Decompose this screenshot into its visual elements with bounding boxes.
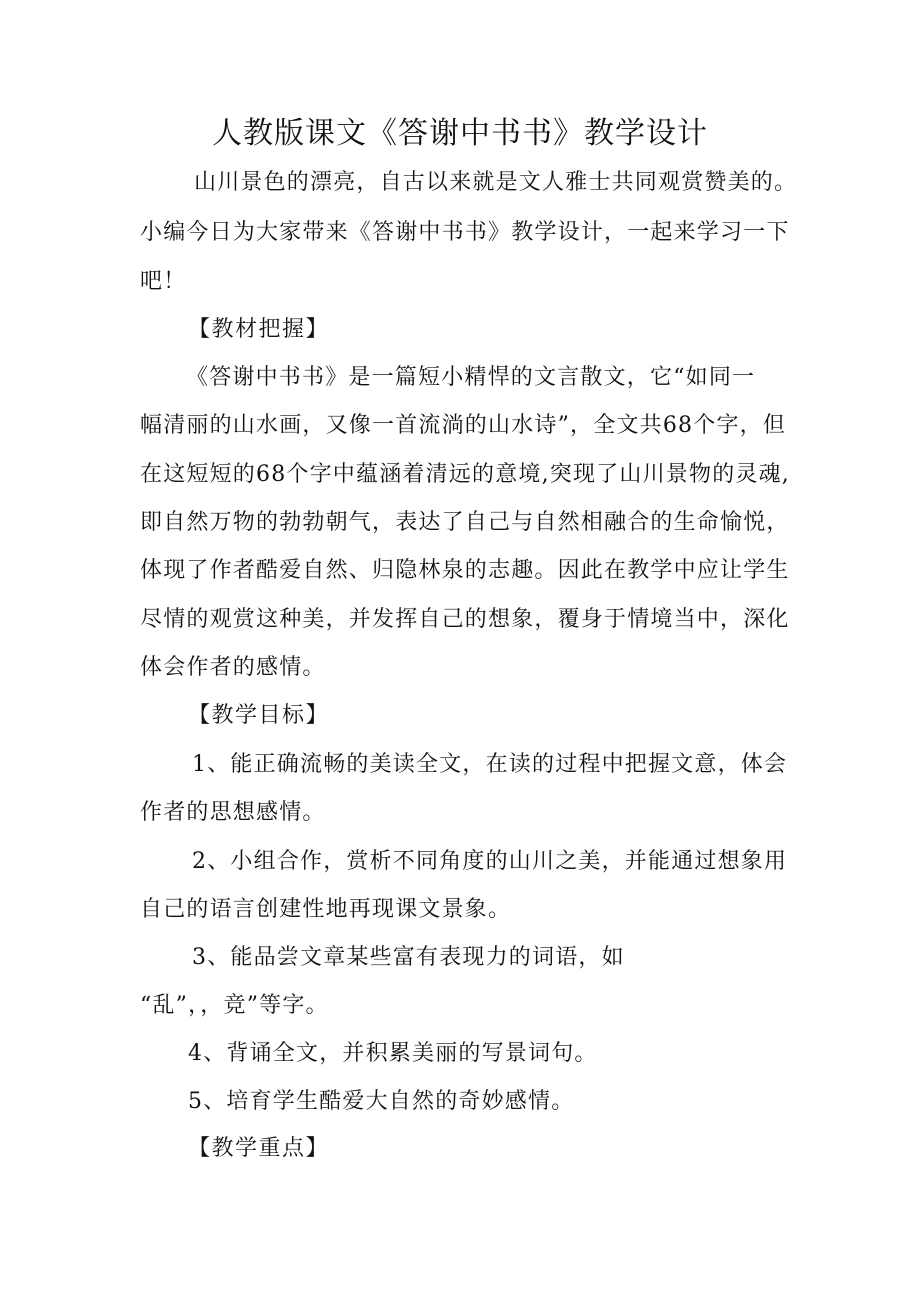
section-heading-goals: 【教学目标】 [188, 703, 330, 728]
material-line-4: 即自然万物的勃勃朝气，表达了自己与自然相融合的生命愉悦， [140, 510, 790, 535]
page-title: 人教版课文《答谢中书书》教学设计 [212, 116, 708, 151]
intro-line-3: 吧！ [140, 269, 187, 294]
goal-1-line-2: 作者的思想感情。 [140, 800, 326, 825]
goal-1-line-1: 1、能正确流畅的美读全文，在读的过程中把握文意，体会 [192, 752, 788, 777]
intro-line-1: 山川景色的漂亮，自古以来就是文人雅士共同观赏赞美的。 [194, 170, 798, 195]
goal-5-line: 5、培育学生酷爱大自然的奇妙感情。 [188, 1089, 575, 1114]
material-line-3: 在这短短的68个字中蕴涵着清远的意境,突现了山川景物的灵魂, [140, 462, 790, 487]
material-line-5: 体现了作者酷爱自然、归隐林泉的志趣。因此在教学中应让学生 [140, 558, 790, 583]
goal-2-line-2: 自己的语言创建性地再现课文景象。 [140, 897, 512, 922]
material-line-1: 《答谢中书书》是一篇短小精悍的文言散文，它“如同一 [186, 365, 756, 390]
material-line-2: 幅清丽的山水画，又像一首流淌的山水诗”，全文共68个字，但 [140, 413, 787, 438]
goal-3-line-2: “乱”，，竞”等字。 [140, 993, 329, 1018]
section-heading-key: 【教学重点】 [188, 1136, 330, 1161]
intro-line-2: 小编今日为大家带来《答谢中书书》教学设计，一起来学习一下 [140, 220, 790, 245]
section-heading-material: 【教材把握】 [188, 317, 330, 342]
goal-2-line-1: 2、小组合作，赏析不同角度的山川之美，并能通过想象用 [192, 849, 788, 874]
goal-3-line-1: 3、能品尝文章某些富有表现力的词语，如 [192, 945, 625, 970]
goal-4-line: 4、背诵全文，并积累美丽的写景词句。 [188, 1041, 598, 1066]
material-line-7: 体会作者的感情。 [140, 655, 326, 680]
material-line-6: 尽情的观赏这种美，并发挥自己的想象，覆身于情境当中，深化 [140, 607, 790, 632]
